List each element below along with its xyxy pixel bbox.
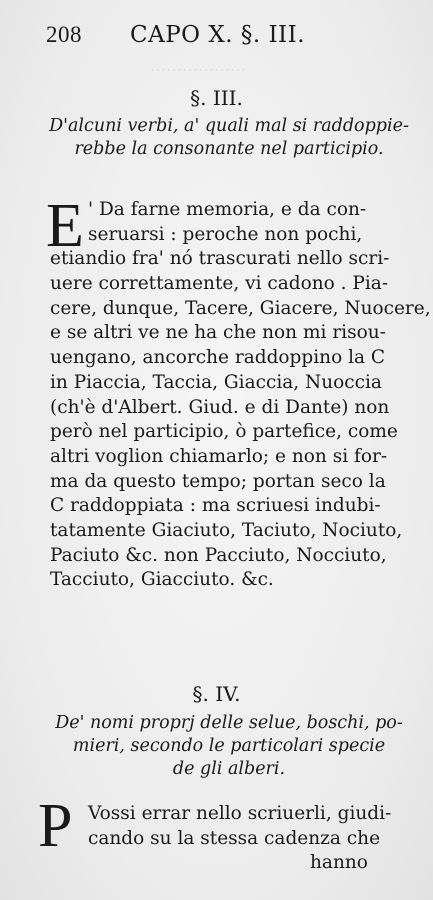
chapter-title: CAPO X. §. III. xyxy=(130,22,306,48)
section-body-3 xyxy=(50,198,431,593)
body-line: e se altri ve ne ha che non mi risou- xyxy=(50,322,386,344)
section-body-4 xyxy=(50,802,410,876)
catchword: hanno xyxy=(310,852,368,874)
body-line: (ch'è d'Albert. Giud. e di Dante) non xyxy=(50,396,390,418)
section-title-3-line-2: rebbe la consonante nel participio. xyxy=(74,139,384,159)
running-head xyxy=(46,22,346,52)
section-title-4 xyxy=(44,712,414,781)
section-title-3 xyxy=(44,115,414,161)
page-number: 208 xyxy=(46,22,82,47)
body-line: seruarsi : peroche non pochi, xyxy=(88,223,363,245)
bleed-through-text: ……………… xyxy=(150,58,246,75)
section-heading-3: §. III. xyxy=(190,86,243,110)
body-line: C raddoppiata : ma scriuesi indubi- xyxy=(50,495,381,517)
body-line: uengano, ancorche raddoppino la C xyxy=(50,347,386,369)
drop-cap-e: E xyxy=(46,192,84,260)
body-line: però nel participio, ò partefice, come xyxy=(50,421,398,443)
body-line: Tacciuto, Giacciuto. &c. xyxy=(50,569,274,591)
body-line: cere, dunque, Tacere, Giacere, Nuocere, xyxy=(50,297,431,319)
body-line: tatamente Giaciuto, Taciuto, Nociuto, xyxy=(50,519,403,541)
drop-cap-p: P xyxy=(38,792,73,860)
body-line: Vossi errar nello scriuerli, giudi- xyxy=(88,803,392,824)
section-title-3-line-1: D'alcuni verbi, a' quali mal si raddoppie- xyxy=(49,116,409,136)
body-line: etiandio fra' nó trascurati nello scri- xyxy=(50,248,390,270)
section-title-4-line-2: mieri, secondo le particolari specie xyxy=(72,736,386,756)
body-line: ' Da farne memoria, e da con- xyxy=(88,199,367,220)
body-line: Paciuto &c. non Pacciuto, Nocciuto, xyxy=(50,544,387,566)
section-title-4-line-3: de gli alberi. xyxy=(172,759,286,779)
section-heading-4: §. IV. xyxy=(192,682,241,706)
body-line: cando su la stessa cadenza che xyxy=(88,827,381,849)
section-title-4-line-1: De' nomi proprj delle selue, boschi, po- xyxy=(55,713,403,733)
body-line: in Piaccia, Taccia, Giaccia, Nuoccia xyxy=(50,371,382,393)
body-line: uere correttamente, vi cadono . Pia- xyxy=(50,273,389,295)
body-line: ma da questo tempo; portan seco la xyxy=(50,470,386,492)
body-line: altri voglion chiamarlo; e non si for- xyxy=(50,445,388,467)
